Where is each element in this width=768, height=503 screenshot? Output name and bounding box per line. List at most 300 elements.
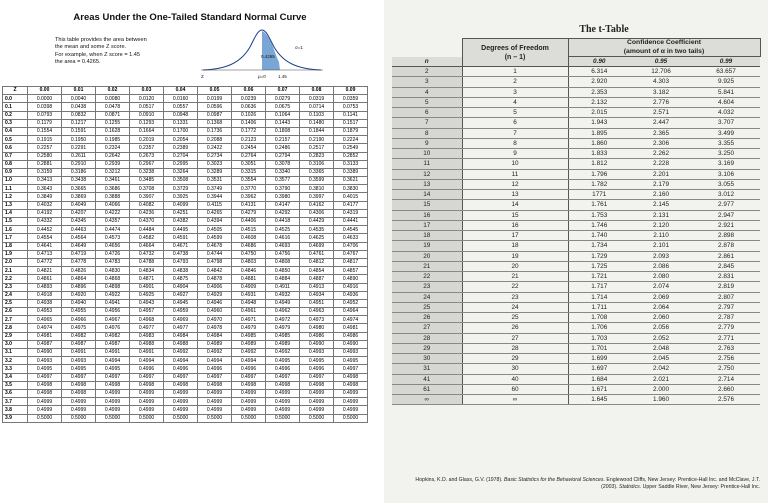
df-cell: 13 [462, 190, 568, 200]
area-cell: 0.2291 [62, 144, 96, 152]
area-cell: 0.4998 [96, 381, 130, 389]
area-cell: 0.4525 [266, 226, 300, 234]
area-cell: 0.4474 [96, 226, 130, 234]
area-cell: 0.4993 [334, 349, 368, 357]
area-cell: 0.3186 [62, 168, 96, 176]
t099-cell: 2.977 [692, 200, 760, 210]
t095-cell: 2.064 [630, 302, 692, 312]
area-cell: 0.5000 [198, 414, 232, 422]
area-cell: 0.4922 [96, 291, 130, 299]
area-cell: 0.4207 [62, 209, 96, 217]
t099-cell: 2.763 [692, 343, 760, 353]
area-cell: 0.4564 [62, 234, 96, 242]
df-cell: 25 [462, 313, 568, 323]
df-cell: 3 [462, 87, 568, 97]
z-value-cell: 0.6 [3, 144, 28, 152]
t099-cell: 2.878 [692, 241, 760, 251]
area-cell: 0.4918 [28, 291, 62, 299]
table-row [392, 282, 760, 292]
area-cell: 0.4817 [334, 258, 368, 266]
area-cell: 0.4972 [266, 316, 300, 324]
area-cell: 0.4881 [232, 275, 266, 283]
table-row [3, 209, 368, 217]
area-cell: 0.4999 [300, 389, 334, 397]
table-row [392, 118, 760, 128]
area-cell: 0.3461 [96, 177, 130, 185]
n-cell: 27 [392, 323, 462, 333]
area-cell: 0.4979 [232, 324, 266, 332]
t095-cell: 2.110 [630, 231, 692, 241]
area-cell: 0.2764 [232, 152, 266, 160]
table-row [3, 103, 368, 111]
table-row [392, 384, 760, 394]
table-row [392, 241, 760, 251]
area-cell: 0.4887 [300, 275, 334, 283]
area-cell: 0.4993 [62, 357, 96, 365]
area-cell: 0.4911 [266, 283, 300, 291]
area-cell: 0.4999 [300, 398, 334, 406]
area-cell: 0.3749 [198, 185, 232, 193]
t090-cell: 1.684 [568, 374, 630, 384]
area-cell: 0.4082 [130, 201, 164, 209]
t-table [392, 38, 761, 405]
area-cell: 0.4945 [164, 299, 198, 307]
area-cell: 0.3643 [28, 185, 62, 193]
df-cell: 29 [462, 354, 568, 364]
area-cell: 0.4981 [334, 324, 368, 332]
t090-cell: 1.753 [568, 210, 630, 220]
z-value-cell: 1.1 [3, 185, 28, 193]
z-value-cell: 0.4 [3, 127, 28, 135]
area-cell: 0.4997 [300, 373, 334, 381]
area-cell: 0.4699 [300, 242, 334, 250]
area-cell: 0.4977 [130, 324, 164, 332]
area-cell: 0.2852 [334, 152, 368, 160]
area-cell: 0.2324 [96, 144, 130, 152]
area-cell: 0.2454 [232, 144, 266, 152]
z-table-description [55, 37, 185, 67]
t095-cell: 2.179 [630, 179, 692, 189]
df-cell: 17 [462, 231, 568, 241]
t090-cell: 1.725 [568, 261, 630, 271]
area-cell: 0.0753 [334, 103, 368, 111]
df-cell: 12 [462, 179, 568, 189]
t095-cell: 2.052 [630, 333, 692, 343]
area-cell: 0.3289 [198, 168, 232, 176]
area-cell: 0.1293 [130, 119, 164, 127]
z-value-cell: 0.9 [3, 168, 28, 176]
area-cell: 0.3830 [334, 185, 368, 193]
n-cell: 15 [392, 200, 462, 210]
area-cell: 0.4988 [164, 340, 198, 348]
area-cell: 0.0478 [96, 103, 130, 111]
area-cell: 0.3078 [266, 160, 300, 168]
table-row [392, 231, 760, 241]
area-cell: 0.1368 [198, 119, 232, 127]
z-value-cell: 2.2 [3, 275, 28, 283]
area-cell: 0.4932 [266, 291, 300, 299]
area-cell: 0.4973 [300, 316, 334, 324]
t099-cell: 9.925 [692, 77, 760, 87]
table-row [3, 414, 368, 422]
df-header [462, 39, 568, 67]
area-cell: 0.4995 [300, 357, 334, 365]
t090-cell: 1.796 [568, 169, 630, 179]
t099-cell: 2.771 [692, 333, 760, 343]
t099-cell: 3.355 [692, 138, 760, 148]
area-cell: 0.4641 [28, 242, 62, 250]
table-row [392, 272, 760, 282]
area-cell: 0.4994 [198, 357, 232, 365]
area-cell: 0.4406 [232, 218, 266, 226]
area-cell: 0.4991 [96, 349, 130, 357]
area-cell: 0.4986 [334, 332, 368, 340]
area-cell: 0.4931 [232, 291, 266, 299]
area-cell: 0.1628 [96, 127, 130, 135]
area-cell: 0.4997 [334, 365, 368, 373]
t090-cell: 1.671 [568, 384, 630, 394]
area-cell: 0.4664 [130, 242, 164, 250]
table-row [3, 258, 368, 266]
table-row [392, 97, 760, 107]
n-cell: 20 [392, 251, 462, 261]
area-cell: 0.4418 [266, 218, 300, 226]
area-cell: 0.4999 [198, 406, 232, 414]
area-cell: 0.2642 [96, 152, 130, 160]
area-cell: 0.4999 [334, 389, 368, 397]
z-value-cell: 1.6 [3, 226, 28, 234]
z-table-header-row [3, 87, 368, 95]
t090-cell: 1.746 [568, 220, 630, 230]
t099-cell: 2.750 [692, 364, 760, 374]
table-row [3, 193, 368, 201]
table-row [392, 77, 760, 87]
t090-cell: 1.701 [568, 343, 630, 353]
area-cell: 0.4953 [28, 308, 62, 316]
df-header-line1: Degrees of Freedom [481, 44, 549, 52]
z-value-cell: 3.0 [3, 340, 28, 348]
area-cell: 0.5000 [28, 414, 62, 422]
area-cell: 0.4236 [130, 209, 164, 217]
n-cell: 16 [392, 210, 462, 220]
area-cell: 0.4955 [62, 308, 96, 316]
t099-cell: 2.714 [692, 374, 760, 384]
t099-cell: 2.779 [692, 323, 760, 333]
area-cell: 0.4909 [232, 283, 266, 291]
t090-cell: 1.860 [568, 138, 630, 148]
area-cell: 0.0948 [164, 111, 198, 119]
z-value-cell: 1.8 [3, 242, 28, 250]
area-cell: 0.4821 [28, 267, 62, 275]
table-row [3, 275, 368, 283]
area-cell: 0.1700 [164, 127, 198, 135]
area-cell: 0.4998 [164, 381, 198, 389]
area-cell: 0.4177 [334, 201, 368, 209]
area-cell: 0.4554 [28, 234, 62, 242]
area-cell: 0.4997 [266, 373, 300, 381]
area-cell: 0.0557 [164, 103, 198, 111]
area-cell: 0.4985 [232, 332, 266, 340]
area-cell: 0.4441 [334, 218, 368, 226]
area-cell: 0.4890 [334, 275, 368, 283]
area-cell: 0.2019 [130, 136, 164, 144]
area-cell: 0.0000 [28, 95, 62, 103]
t090-cell: 1.714 [568, 292, 630, 302]
t090-cell: 2.015 [568, 108, 630, 118]
area-cell: 0.4719 [62, 250, 96, 258]
area-cell: 0.4131 [232, 201, 266, 209]
area-cell: 0.4761 [300, 250, 334, 258]
area-cell: 0.2939 [96, 160, 130, 168]
area-cell: 0.1480 [300, 119, 334, 127]
area-cell: 0.3508 [164, 177, 198, 185]
area-cell: 0.4999 [334, 398, 368, 406]
table-row [392, 128, 760, 138]
area-cell: 0.3621 [334, 177, 368, 185]
z-axis-label: Z [201, 74, 204, 79]
t095-cell: 2.069 [630, 292, 692, 302]
t099-cell: 2.756 [692, 354, 760, 364]
area-cell: 0.4994 [164, 357, 198, 365]
sigma-label: σ=1 [295, 45, 303, 50]
area-cell: 0.4999 [232, 406, 266, 414]
area-cell: 0.4884 [266, 275, 300, 283]
area-cell: 0.4798 [198, 258, 232, 266]
area-cell: 0.4772 [28, 258, 62, 266]
area-cell: 0.4875 [164, 275, 198, 283]
z-value-cell: 3.4 [3, 373, 28, 381]
area-cell: 0.4279 [232, 209, 266, 217]
citation-part: Upper Saddle River, New Jersey: Prentice-Hall Inc. [642, 484, 760, 490]
area-cell: 0.4515 [232, 226, 266, 234]
area-cell: 0.4965 [28, 316, 62, 324]
area-cell: 0.4868 [96, 275, 130, 283]
area-cell: 0.4941 [96, 299, 130, 307]
table-row [3, 152, 368, 160]
area-cell: 0.4846 [232, 267, 266, 275]
area-cell: 0.4984 [164, 332, 198, 340]
area-cell: 0.4495 [164, 226, 198, 234]
description-line: the mean and some Z score. [55, 44, 127, 51]
t099-cell: 3.106 [692, 169, 760, 179]
area-cell: 0.4861 [28, 275, 62, 283]
area-cell: 0.3770 [232, 185, 266, 193]
table-row [392, 364, 760, 374]
area-cell: 0.4838 [164, 267, 198, 275]
area-cell: 0.4995 [266, 357, 300, 365]
area-cell: 0.0714 [300, 103, 334, 111]
n-cell: 29 [392, 343, 462, 353]
n-cell: 2 [392, 67, 462, 77]
area-cell: 0.4997 [96, 373, 130, 381]
table-row [392, 354, 760, 364]
table-row [3, 406, 368, 414]
z-value-cell: 1.2 [3, 193, 28, 201]
z-decimal-header: 0.09 [334, 87, 368, 95]
table-row [3, 242, 368, 250]
area-cell: 0.4949 [266, 299, 300, 307]
t095-cell: 2.228 [630, 159, 692, 169]
t099-cell: 3.499 [692, 128, 760, 138]
area-cell: 0.5000 [300, 414, 334, 422]
df-cell: 23 [462, 292, 568, 302]
n-cell: 61 [392, 384, 462, 394]
area-cell: 0.4997 [232, 373, 266, 381]
area-cell: 0.5000 [96, 414, 130, 422]
n-cell: 3 [392, 77, 462, 87]
area-cell: 0.3389 [334, 168, 368, 176]
t-table-title: The t-Table [579, 24, 629, 35]
t090-cell: 1.645 [568, 395, 630, 405]
area-cell: 0.4850 [266, 267, 300, 275]
area-cell: 0.3869 [62, 193, 96, 201]
area-cell: 0.5000 [130, 414, 164, 422]
description-line: This table provides the area between [55, 37, 147, 43]
t090-cell: 1.729 [568, 251, 630, 261]
area-cell: 0.4964 [334, 308, 368, 316]
area-cell: 0.4738 [164, 250, 198, 258]
area-cell: 0.4608 [232, 234, 266, 242]
citation-part: Hopkins, K.D. and Glass, G.V. (1978). [415, 477, 503, 483]
area-cell: 0.4995 [28, 365, 62, 373]
t095-cell: 2.045 [630, 354, 692, 364]
area-cell: 0.3577 [266, 177, 300, 185]
n-cell: 41 [392, 374, 462, 384]
area-cell: 0.4756 [266, 250, 300, 258]
area-cell: 0.1915 [28, 136, 62, 144]
area-cell: 0.4999 [266, 398, 300, 406]
area-cell: 0.4979 [266, 324, 300, 332]
col-099-header: 0.99 [692, 57, 760, 67]
z-column-header: Z [3, 87, 28, 95]
area-cell: 0.2794 [266, 152, 300, 160]
description-line: For example, when Z score = 1.45 [55, 51, 141, 58]
area-cell: 0.4951 [300, 299, 334, 307]
area-cell: 0.3023 [198, 160, 232, 168]
area-cell: 0.4916 [334, 283, 368, 291]
area-label: 0.4265 [261, 54, 275, 59]
area-cell: 0.4998 [334, 381, 368, 389]
t099-cell: 3.012 [692, 190, 760, 200]
area-cell: 0.1103 [300, 111, 334, 119]
z-value-cell: 0.8 [3, 160, 28, 168]
citation-title: Basic Statistics for the Behavioral Sciences. [504, 477, 605, 483]
t095-cell: 2.120 [630, 220, 692, 230]
area-cell: 0.4940 [62, 299, 96, 307]
area-cell: 0.4999 [130, 406, 164, 414]
area-cell: 0.4999 [266, 406, 300, 414]
area-cell: 0.4987 [28, 340, 62, 348]
area-cell: 0.3997 [300, 193, 334, 201]
area-cell: 0.4996 [130, 365, 164, 373]
table-row [3, 218, 368, 226]
z-decimal-header: 0.08 [300, 87, 334, 95]
t099-cell: 2.660 [692, 384, 760, 394]
area-cell: 0.4625 [300, 234, 334, 242]
area-cell: 0.4936 [334, 291, 368, 299]
n-cell: 19 [392, 241, 462, 251]
area-cell: 0.4854 [300, 267, 334, 275]
t095-cell: 1.960 [630, 395, 692, 405]
t090-cell: 1.812 [568, 159, 630, 169]
area-cell: 0.4484 [130, 226, 164, 234]
n-cell: 10 [392, 149, 462, 159]
area-cell: 0.4992 [164, 349, 198, 357]
table-row [3, 111, 368, 119]
table-row [3, 283, 368, 291]
area-cell: 0.5000 [62, 414, 96, 422]
area-cell: 0.0040 [62, 95, 96, 103]
area-cell: 0.4726 [96, 250, 130, 258]
z-value-cell: 2.4 [3, 291, 28, 299]
area-cell: 0.4995 [96, 365, 130, 373]
z-decimal-header: 0.03 [130, 87, 164, 95]
area-cell: 0.4878 [198, 275, 232, 283]
area-cell: 0.1141 [334, 111, 368, 119]
area-cell: 0.0832 [62, 111, 96, 119]
z-decimal-header: 0.01 [62, 87, 96, 95]
area-cell: 0.2611 [62, 152, 96, 160]
table-row [392, 261, 760, 271]
description-line: the area = 0.4265. [55, 59, 101, 66]
area-cell: 0.0596 [198, 103, 232, 111]
area-cell: 0.3413 [28, 177, 62, 185]
t090-cell: 1.699 [568, 354, 630, 364]
area-cell: 0.2673 [130, 152, 164, 160]
area-cell: 0.4292 [266, 209, 300, 217]
z-value-cell: 2.9 [3, 332, 28, 340]
area-cell: 0.3554 [232, 177, 266, 185]
z-value-cell: 2.5 [3, 299, 28, 307]
area-cell: 0.2967 [130, 160, 164, 168]
area-cell: 0.0675 [266, 103, 300, 111]
table-row [3, 357, 368, 365]
df-cell: 21 [462, 272, 568, 282]
area-cell: 0.4989 [232, 340, 266, 348]
t095-cell: 4.303 [630, 77, 692, 87]
area-cell: 0.4977 [164, 324, 198, 332]
t090-cell: 1.706 [568, 323, 630, 333]
z-value-cell: 2.6 [3, 308, 28, 316]
df-cell: 9 [462, 149, 568, 159]
area-cell: 0.4591 [164, 234, 198, 242]
area-cell: 0.4998 [198, 381, 232, 389]
area-cell: 0.4991 [62, 349, 96, 357]
area-cell: 0.4382 [164, 218, 198, 226]
area-cell: 0.4099 [164, 201, 198, 209]
t090-cell: 1.895 [568, 128, 630, 138]
area-cell: 0.4767 [334, 250, 368, 258]
area-cell: 0.0438 [62, 103, 96, 111]
area-cell: 0.4990 [300, 340, 334, 348]
t099-cell: 3.250 [692, 149, 760, 159]
area-cell: 0.4978 [198, 324, 232, 332]
z-value-cell: 1.7 [3, 234, 28, 242]
area-cell: 0.0160 [164, 95, 198, 103]
n-cell: 18 [392, 231, 462, 241]
z-value-cell: 3.2 [3, 357, 28, 365]
df-cell: 22 [462, 282, 568, 292]
area-cell: 0.2224 [334, 136, 368, 144]
area-cell: 0.1064 [266, 111, 300, 119]
table-row [392, 138, 760, 148]
area-cell: 0.0636 [232, 103, 266, 111]
t095-cell: 2.021 [630, 374, 692, 384]
area-cell: 0.4997 [62, 373, 96, 381]
area-cell: 0.4864 [62, 275, 96, 283]
area-cell: 0.4991 [130, 349, 164, 357]
area-cell: 0.4744 [198, 250, 232, 258]
